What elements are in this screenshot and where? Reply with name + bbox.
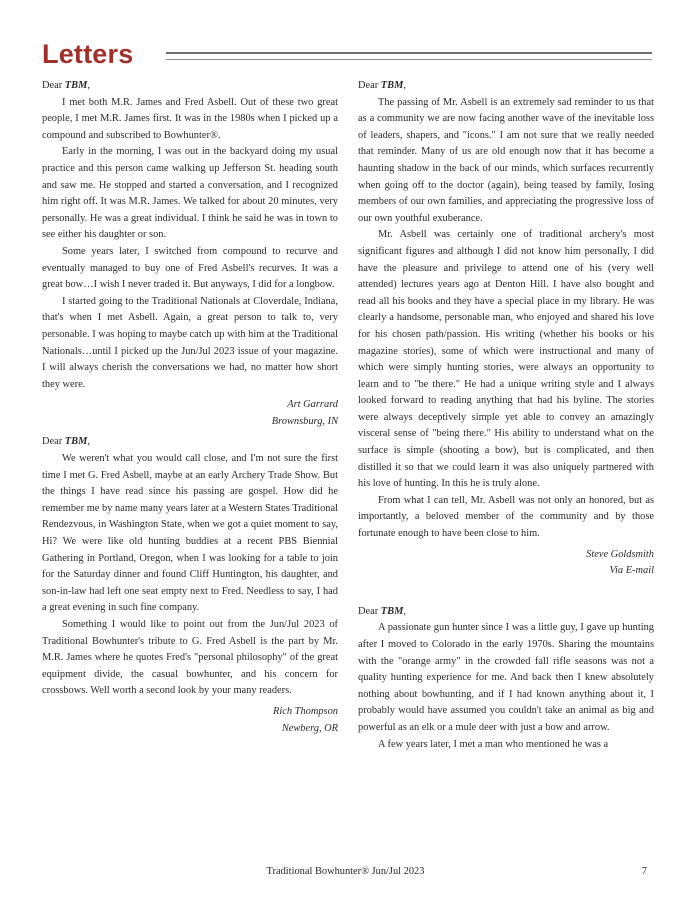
page-header: [42, 38, 652, 72]
page-number: 7: [641, 866, 647, 877]
page-footer: [0, 866, 691, 882]
salutation-name: TBM: [64, 80, 88, 91]
salutation-text: Dear: [42, 80, 65, 91]
header-rule-thin: [166, 59, 652, 60]
salutation-punct: ,: [403, 80, 406, 91]
signature-name: Rich Thompson: [273, 705, 338, 717]
section-title: Letters: [42, 39, 134, 69]
salutation-punct: ,: [403, 605, 406, 617]
salutation-name: TBM: [64, 436, 88, 448]
letter-paragraph: Early in the morning, I was out in the backyard doing my usual practice and this person came walking up Jefferson St. heading south and saw me. He stopped and started a conversation, and I recognized him right off. It was M.R. James. We talked for about 20 minutes, very personally. He was a great individual. I think he said he was in town to see either his daughter or son.: [42, 146, 338, 241]
letter-paragraph: A few years later, I met a man who mentioned he was a: [378, 738, 609, 750]
signature-name: Steve Goldsmith: [586, 548, 654, 560]
letter-steve-goldsmith: [358, 78, 654, 580]
letter-paragraph: From what I can tell, Mr. Asbell was not only an honored, but as importantly, a beloved member of the community and by those fortunate enough to have been close to him.: [358, 494, 654, 540]
salutation-name: TBM: [380, 605, 404, 617]
salutation: [42, 434, 338, 451]
letter-paragraph: Mr. Asbell was certainly one of traditional archery's most significant figures and although I did not know him personally, I did have the pleasure and privilege to attend one of his (very well attended) lectures years ago at Denton Hill. I have also bought and read all his books and they have a special place in my library. He was clearly a handsome, personable man, who enjoyed and shared his love for his chosen path/passion. His writing (whether his books or his magazine stories), some of which were instructional and many of which were simply hunting stories, were always an opportunity to learn and to "be there." He had a unique writing style and I always looked forward to reading anything that had his byline. The stories were always deceptively simple yet able to convey an amazingly visceral sense of "being there." His ability to understand what on the surface is simple (shooting a bow), but is complicated, and then distilled it so that we could learn it was also uniquely partnered with his love of hunting. In this he is truly alone.: [358, 229, 654, 490]
spacer: [358, 580, 654, 604]
header-rule: [166, 52, 652, 54]
letter-paragraph: I met both M.R. James and Fred Asbell. Out of these two great people, I met M.R. James first. It was in the 1980s when I picked up a compound and subscribed to Bowhunter®.: [42, 96, 338, 141]
salutation: [358, 604, 654, 621]
signature-location: Brownsburg, IN: [271, 415, 338, 427]
letter-paragraph: We weren't what you would call close, and I'm not sure the first time I met G. Fred Asbell, maybe at an early Archery Trade Show. But the things I have read since his passing are gospel. How did he remember me by name many years later at a Western States Traditional Rendezvous, in Washington State, when we got a quiet moment to say, Hi? We were like old hunting buddies at a recent PBS Biennial Gathering in Portland, Oregon, when I was looking for a table to join for the Saturday dinner and found Cliff Huntington, his daughter, and son-in-law had left one seat empty next to Fred. Needless to say, I had a great evening in such fine company.: [42, 453, 338, 614]
salutation-punct: ,: [87, 80, 90, 91]
letter-paragraph: Some years later, I switched from compound to recurve and eventually managed to buy one of Fred Asbell's recurves. It was a great bow…I wish I never traded it. But anyways, I did for a longbow.: [42, 245, 338, 291]
letter-paragraph: Something I would like to point out from the Jun/Jul 2023 of Traditional Bowhunter's tribute to G. Fred Asbell is the part by Mr. M.R. James where he quotes Fred's "personal philosophy" of the great equipment divide, the casual bowhunter, and his concern for crossbows. Well worth a second look by your many readers.: [42, 619, 338, 697]
salutation-name: TBM: [380, 80, 404, 91]
salutation-text: Dear: [42, 436, 65, 448]
signature-location: Via E-mail: [609, 565, 654, 577]
letter-paragraph: A passionate gun hunter since I was a little guy, I gave up hunting after I moved to Colorado in the early 1970s. Sharing the mountains with the "orange army" in the crowded fall rifle seasons was not a quality hunting experience for me. And back then I knew absolutely nothing about bowhunting, and if I had known anything about it, I probably would have assumed you couldn't take an animal as big and powerful as an elk or a mule deer with just a bow and arrow.: [358, 622, 654, 733]
left-column: [42, 78, 338, 737]
salutation-text: Dear: [358, 605, 381, 617]
letter-paragraph: I started going to the Traditional Nationals at Cloverdale, Indiana, that's when I met Asbell. Again, a great person to talk to, very personable. I was hoping to maybe catch up with him at the Traditional Nationals…until I picked up the Jun/Jul 2023 issue of your magazine. I will always cherish the conversations we had, no matter how short they were.: [42, 295, 338, 390]
salutation: [42, 78, 338, 95]
salutation-punct: ,: [87, 436, 90, 448]
right-column: [358, 78, 654, 753]
salutation: [358, 78, 654, 95]
letter-paragraph: The passing of Mr. Asbell is an extremely sad reminder to us that as a community we are now facing another wave of the inevitable loss of leaders, shapers, and "icons." I am not sure that we really needed that reminder. Many of us are old enough now that it has become a haunting shadow in the back of our minds, which surfaces recurrently when going off to the doctor (again), being teased by family, losing members of our own families, and appreciating the progressive loss of our own youthful exuberance.: [358, 96, 654, 224]
letter-continued: [358, 604, 654, 753]
letter-art-garrard: [42, 78, 338, 430]
salutation-text: Dear: [358, 80, 381, 91]
signature-name: Art Garrard: [287, 399, 338, 411]
footer-publication: Traditional Bowhunter® Jun/Jul 2023: [266, 866, 425, 877]
letter-rich-thompson: [42, 434, 338, 737]
signature-location: Newberg, OR: [281, 722, 338, 734]
